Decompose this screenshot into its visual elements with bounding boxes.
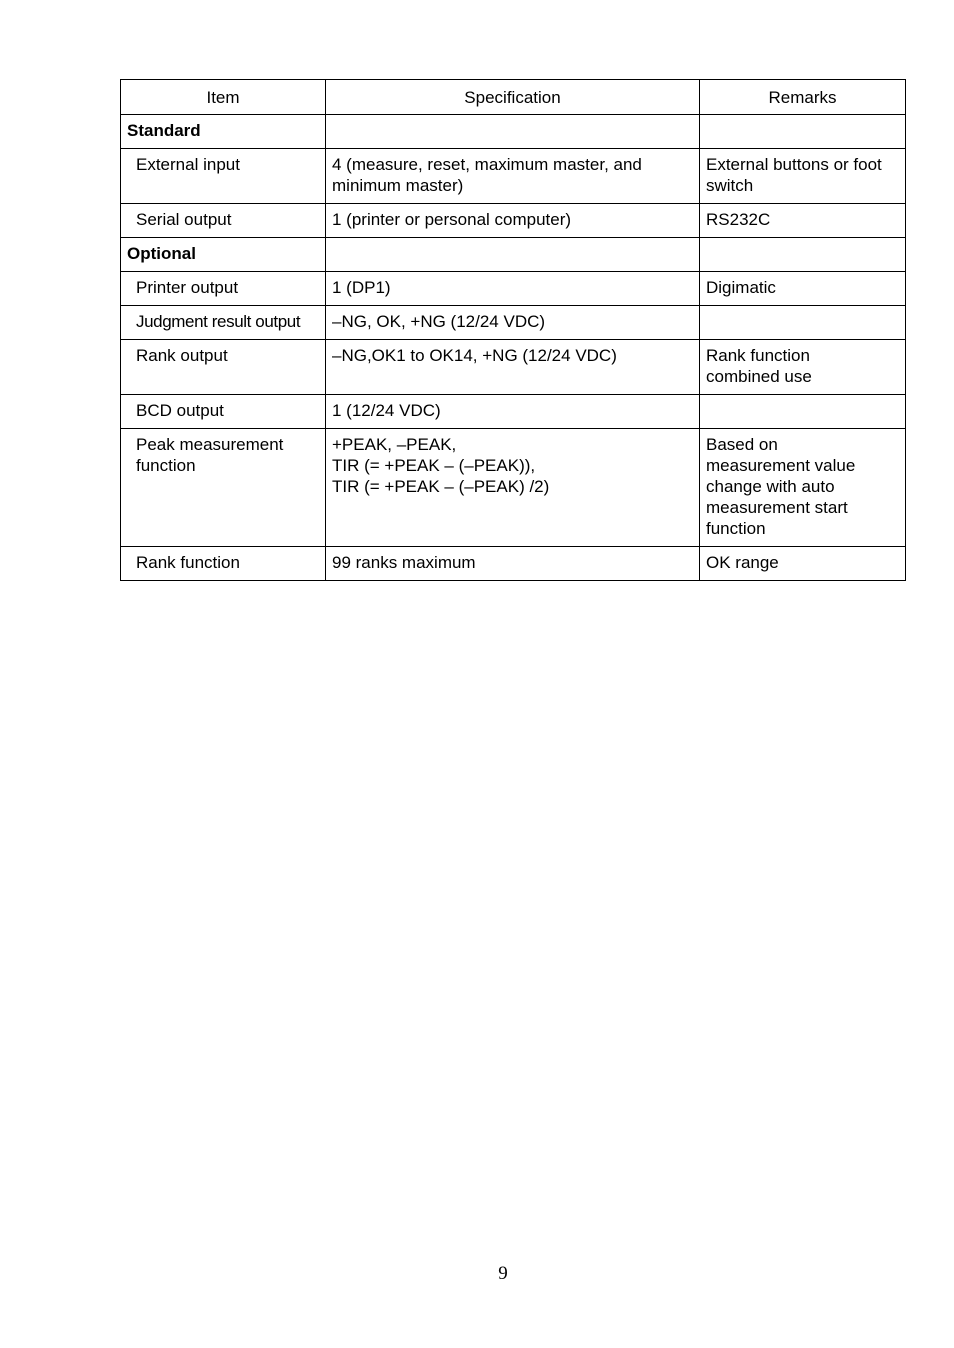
table-row bbox=[121, 395, 906, 429]
table-row bbox=[121, 547, 906, 581]
cell-remarks: Based on measurement value change with auto measurement start function bbox=[700, 429, 906, 547]
cell-item: Serial output bbox=[121, 204, 326, 238]
cell-specification: 1 (12/24 VDC) bbox=[326, 395, 700, 429]
table-row bbox=[121, 204, 906, 238]
section-empty-cell bbox=[326, 238, 700, 272]
cell-item: BCD output bbox=[121, 395, 326, 429]
table-header-row bbox=[121, 80, 906, 115]
cell-specification: –NG, OK, +NG (12/24 VDC) bbox=[326, 306, 700, 340]
section-label-optional: Optional bbox=[121, 238, 326, 272]
cell-item: Peak measurement function bbox=[121, 429, 326, 547]
cell-specification: 4 (measure, reset, maximum master, and minimum master) bbox=[326, 149, 700, 204]
cell-remarks: OK range bbox=[700, 547, 906, 581]
section-empty-cell bbox=[700, 238, 906, 272]
page-number: 9 bbox=[498, 1263, 508, 1284]
cell-remarks: Rank function combined use bbox=[700, 340, 906, 395]
table-row bbox=[121, 340, 906, 395]
cell-specification: –NG,OK1 to OK14, +NG (12/24 VDC) bbox=[326, 340, 700, 395]
cell-item: Rank function bbox=[121, 547, 326, 581]
section-empty-cell bbox=[700, 115, 906, 149]
cell-item: Printer output bbox=[121, 272, 326, 306]
cell-remarks bbox=[700, 395, 906, 429]
header-item: Item bbox=[121, 80, 326, 115]
cell-remarks bbox=[700, 306, 906, 340]
section-label-standard: Standard bbox=[121, 115, 326, 149]
cell-specification: 99 ranks maximum bbox=[326, 547, 700, 581]
section-row-optional bbox=[121, 238, 906, 272]
cell-specification: +PEAK, –PEAK, TIR (= +PEAK – (–PEAK)), TIR (= +PEAK – (–PEAK) /2) bbox=[326, 429, 700, 547]
table-row bbox=[121, 429, 906, 547]
cell-remarks: External buttons or foot switch bbox=[700, 149, 906, 204]
header-remarks: Remarks bbox=[700, 80, 906, 115]
cell-remarks: Digimatic bbox=[700, 272, 906, 306]
table-row bbox=[121, 306, 906, 340]
header-specification: Specification bbox=[326, 80, 700, 115]
table-row bbox=[121, 272, 906, 306]
cell-item: Rank output bbox=[121, 340, 326, 395]
specification-table bbox=[120, 79, 906, 581]
table-row bbox=[121, 149, 906, 204]
cell-item: Judgment result output bbox=[121, 306, 326, 340]
cell-specification: 1 (DP1) bbox=[326, 272, 700, 306]
cell-item: External input bbox=[121, 149, 326, 204]
section-row-standard bbox=[121, 115, 906, 149]
cell-specification: 1 (printer or personal computer) bbox=[326, 204, 700, 238]
cell-remarks: RS232C bbox=[700, 204, 906, 238]
section-empty-cell bbox=[326, 115, 700, 149]
